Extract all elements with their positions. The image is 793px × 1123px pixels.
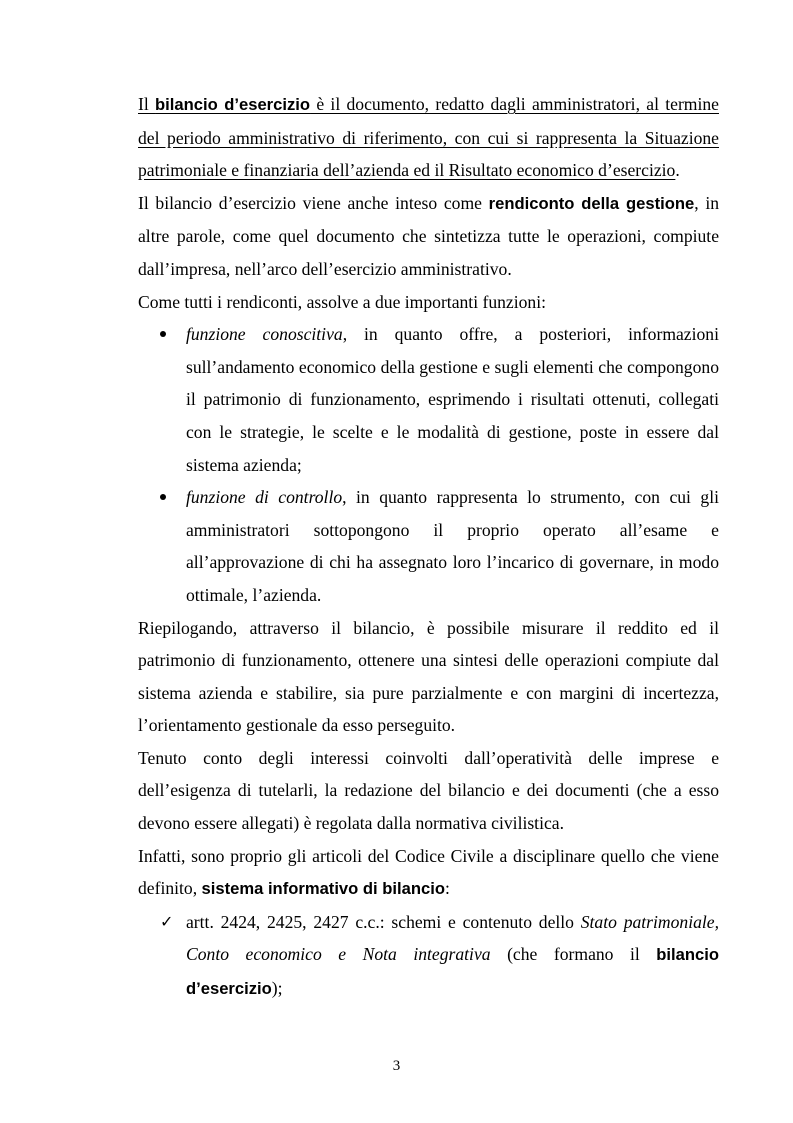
page-number: 3 — [392, 1058, 401, 1074]
list-item: ✓ artt. 2424, 2425, 2427 c.c.: schemi e contenuto dello Stato patrimoniale, Conto economico e Nota integrativa (che formano il bilancio d’esercizio); — [138, 906, 719, 1006]
term-rendiconto: rendiconto della gestione — [488, 193, 695, 213]
term-bilancio: bilancio d’esercizio — [155, 95, 311, 114]
term-sistema-informativo: sistema informativo di bilancio — [201, 879, 445, 899]
document-body — [138, 88, 719, 1006]
articles-checklist — [138, 906, 719, 1006]
functions-list — [138, 318, 719, 611]
definition-underlined: Il bilancio d’esercizio è il documento, redatto dagli amministratori, al termine del periodo amministrativo di riferimento, con cui si rappresenta la Situazione patrimoniale e finanziaria dell’azienda ed il Risultato economico d’esercizio — [138, 94, 719, 181]
summary-paragraph: Riepilogando, attraverso il bilancio, è possibile misurare il reddito ed il patrimonio di funzionamento, ottenere una sintesi delle operazioni compiute dal sistema azienda e stabilire, sia pure parzialmente e con margini di incertezza, l’orientamento gestionale da esso perseguito. — [138, 617, 719, 736]
bullet-icon — [160, 318, 180, 351]
regulation-paragraph: Tenuto conto degli interessi coinvolti dall’operatività delle imprese e dell’esigenza di tutelarli, la redazione del bilancio e dei documenti (che a esso devono essere allegati) è regolata dalla normativa civilistica. — [138, 747, 719, 834]
bullet-icon — [160, 481, 180, 514]
functions-intro: Come tutti i rendiconti, assolve a due importanti funzioni: — [138, 291, 546, 312]
list-item: funzione di controllo, in quanto rappresenta lo strumento, con cui gli amministratori sottopongono il proprio operato all’esame e all’approvazione di chi ha assegnato loro l’incarico di governare, in modo ottimale, l’azienda. — [138, 481, 719, 611]
definition-paragraph: Il bilancio d’esercizio è il documento, redatto dagli amministratori, al termine del periodo amministrativo di riferimento, con cui si rappresenta la Situazione patrimoniale e finanziaria dell’azienda ed il Risultato economico d’esercizio. — [138, 94, 719, 181]
list-item: funzione conoscitiva, in quanto offre, a posteriori, informazioni sull’andamento economico della gestione e sugli elementi che compongono il patrimonio di funzionamento, esprimendo i risultati ottenuti, collegati con le strategie, le scelte e le modalità di gestione, poste in essere dal sistema azienda; — [138, 318, 719, 481]
rendiconto-paragraph: Il bilancio d’esercizio viene anche inteso come rendiconto della gestione, in altre parole, come quel documento che sintetizza tutte le operazioni, compiute dall’impresa, nell’arco dell’esercizio amministrativo. — [138, 192, 720, 279]
checkmark-icon: ✓ — [160, 911, 174, 931]
codice-civile-paragraph: Infatti, sono proprio gli articoli del Codice Civile a disciplinare quello che viene definito, sistema informativo di bilancio: — [138, 845, 719, 899]
